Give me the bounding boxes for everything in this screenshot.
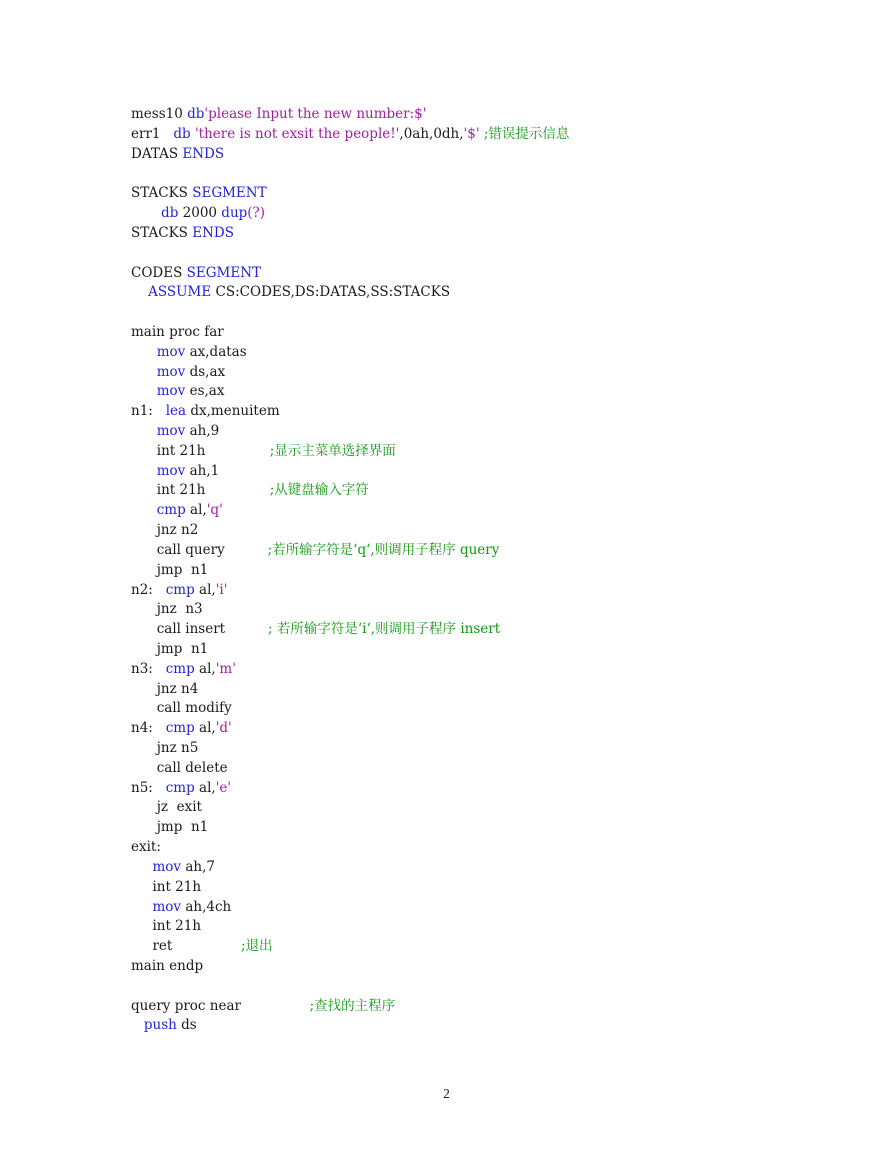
code-line [131, 283, 871, 303]
code-line [131, 997, 871, 1017]
code-token: db [161, 205, 179, 222]
code-token: SEGMENT [192, 185, 267, 202]
code-token: CODES [131, 264, 187, 281]
code-token: 2000 [178, 205, 222, 222]
code-token: query proc near [131, 997, 310, 1014]
code-line [131, 858, 871, 878]
code-token [131, 205, 161, 221]
code-line [131, 719, 871, 739]
code-line [131, 164, 871, 184]
code-line [131, 561, 871, 581]
code-token [131, 364, 157, 380]
code-token: ;错误提示信息 [479, 125, 570, 142]
code-token: cmp [165, 660, 195, 677]
code-token: dup [221, 205, 248, 222]
code-token: ASSUME [148, 284, 212, 301]
code-token: jnz n4 [131, 680, 199, 697]
code-line [131, 957, 871, 977]
code-token: SEGMENT [186, 264, 262, 281]
code-token: mov [152, 858, 182, 875]
code-token: mov [152, 898, 182, 915]
code-line [131, 798, 871, 818]
code-token: 'm' [215, 660, 236, 677]
code-token [131, 284, 148, 300]
code-token: db [187, 106, 205, 122]
code-token: cmp [165, 720, 195, 737]
code-token [131, 344, 157, 360]
code-line [131, 521, 871, 541]
code-token: cmp [165, 581, 195, 598]
code-token: mov [156, 363, 186, 380]
code-token: int 21h [131, 918, 202, 935]
code-token: cmp [165, 779, 195, 796]
code-line [131, 105, 871, 125]
code-token: n1: [131, 403, 166, 420]
code-line [131, 699, 871, 719]
code-line [131, 977, 871, 997]
code-token: al, [194, 779, 216, 796]
code-token: n2: [131, 581, 166, 598]
code-token: 'd' [215, 720, 232, 737]
code-token: ah,1 [185, 462, 220, 479]
code-token: STACKS [131, 224, 193, 241]
code-token: 'i' [215, 581, 228, 598]
code-token: ds,ax [185, 363, 226, 380]
code-line [131, 481, 871, 501]
code-line [131, 581, 871, 601]
code-line [131, 343, 871, 363]
code-token: call query [131, 541, 268, 558]
code-token: ax,datas [185, 343, 247, 360]
code-token: ah,4ch [181, 898, 232, 915]
code-token: mov [156, 383, 186, 400]
code-line [131, 402, 871, 422]
code-token: n5: [131, 779, 166, 796]
code-token: DATAS [131, 145, 183, 162]
code-token: 'e' [215, 779, 232, 796]
code-token [131, 1017, 144, 1033]
code-line [131, 264, 871, 284]
code-token: push [143, 1017, 177, 1034]
code-token: err1 [131, 125, 174, 142]
code-token: mov [156, 462, 186, 479]
code-line [131, 541, 871, 561]
code-token [131, 383, 157, 399]
code-token: (?) [247, 205, 266, 222]
code-token: ;显示主菜单选择界面 [269, 442, 396, 459]
code-token: int 21h [131, 482, 270, 499]
code-token: call delete [131, 759, 228, 776]
code-line [131, 818, 871, 838]
code-line [131, 878, 871, 898]
code-token: int 21h [131, 442, 270, 459]
assembly-code-listing [131, 105, 871, 1036]
code-token: al, [194, 581, 216, 598]
code-line [131, 363, 871, 383]
code-token: al, [194, 660, 216, 677]
code-line [131, 125, 871, 145]
code-line [131, 323, 871, 343]
code-line [131, 759, 871, 779]
code-token: 'q' [206, 502, 223, 519]
code-line [131, 422, 871, 442]
code-line [131, 501, 871, 521]
code-token: lea [165, 403, 187, 420]
code-token: main proc far [131, 323, 224, 340]
code-line [131, 145, 871, 165]
code-token: es,ax [185, 383, 225, 400]
code-token: ; 若所输字符是‘i‘,则调用子程序 insert [268, 621, 501, 638]
code-token: ;若所输字符是‘q‘,则调用子程序 query [267, 541, 500, 558]
code-line [131, 739, 871, 759]
code-line [131, 462, 871, 482]
code-token: '$' [463, 125, 480, 142]
code-token: ENDS [182, 145, 225, 162]
code-token: mov [156, 343, 186, 360]
code-token: CS:CODES,DS:DATAS,SS:STACKS [211, 284, 451, 301]
code-token: ,0ah,0dh, [399, 125, 464, 142]
code-line [131, 917, 871, 937]
code-line [131, 1016, 871, 1036]
code-token: STACKS [131, 185, 193, 202]
code-token: al, [185, 502, 207, 519]
code-token: dx,menuitem [186, 403, 280, 420]
code-line [131, 442, 871, 462]
code-token: main endp [131, 957, 204, 974]
code-token: 'there is not exsit the people!' [194, 125, 400, 142]
code-token: ;从键盘输入字符 [269, 482, 369, 499]
code-token: mess10 [131, 106, 188, 122]
code-token: n4: [131, 720, 166, 737]
code-line [131, 600, 871, 620]
code-token: ds [176, 1017, 197, 1034]
code-token: jmp n1 [131, 561, 209, 578]
code-token: mov [156, 423, 186, 439]
code-token: int 21h [131, 878, 202, 895]
code-token: cmp [156, 502, 186, 519]
page-number: 2 [443, 1086, 450, 1101]
code-token [131, 502, 157, 518]
code-line [131, 620, 871, 640]
code-token: 'please Input the new number:$' [204, 106, 427, 122]
code-line [131, 382, 871, 402]
code-line [131, 937, 871, 957]
code-line [131, 680, 871, 700]
code-token: jmp n1 [131, 819, 209, 836]
code-token: n3: [131, 660, 166, 677]
code-token: jmp n1 [131, 640, 209, 657]
code-line [131, 640, 871, 660]
code-line [131, 779, 871, 799]
code-token: jnz n5 [131, 740, 199, 756]
code-line [131, 244, 871, 264]
code-token: ah,7 [181, 858, 215, 875]
code-token: db [173, 125, 191, 142]
code-token: jnz n3 [131, 601, 203, 618]
code-token [131, 423, 157, 439]
code-line [131, 838, 871, 858]
code-token: ;查找的主程序 [309, 997, 396, 1014]
code-token: call modify [131, 700, 232, 717]
code-token: jnz n2 [131, 522, 199, 539]
code-token: ;退出 [240, 938, 273, 955]
code-line [131, 204, 871, 224]
code-token: jz exit [131, 799, 202, 816]
code-line [131, 898, 871, 918]
code-line [131, 184, 871, 204]
code-line [131, 660, 871, 680]
code-token [131, 463, 157, 479]
code-token: ret [131, 938, 241, 955]
code-token: al, [194, 720, 216, 737]
code-token [131, 859, 152, 875]
code-token: ENDS [192, 224, 234, 241]
code-line [131, 224, 871, 244]
code-token [131, 899, 152, 915]
code-token: exit: [131, 839, 161, 856]
code-token: call insert [131, 621, 269, 638]
code-line [131, 303, 871, 323]
code-token: ah,9 [185, 423, 220, 439]
